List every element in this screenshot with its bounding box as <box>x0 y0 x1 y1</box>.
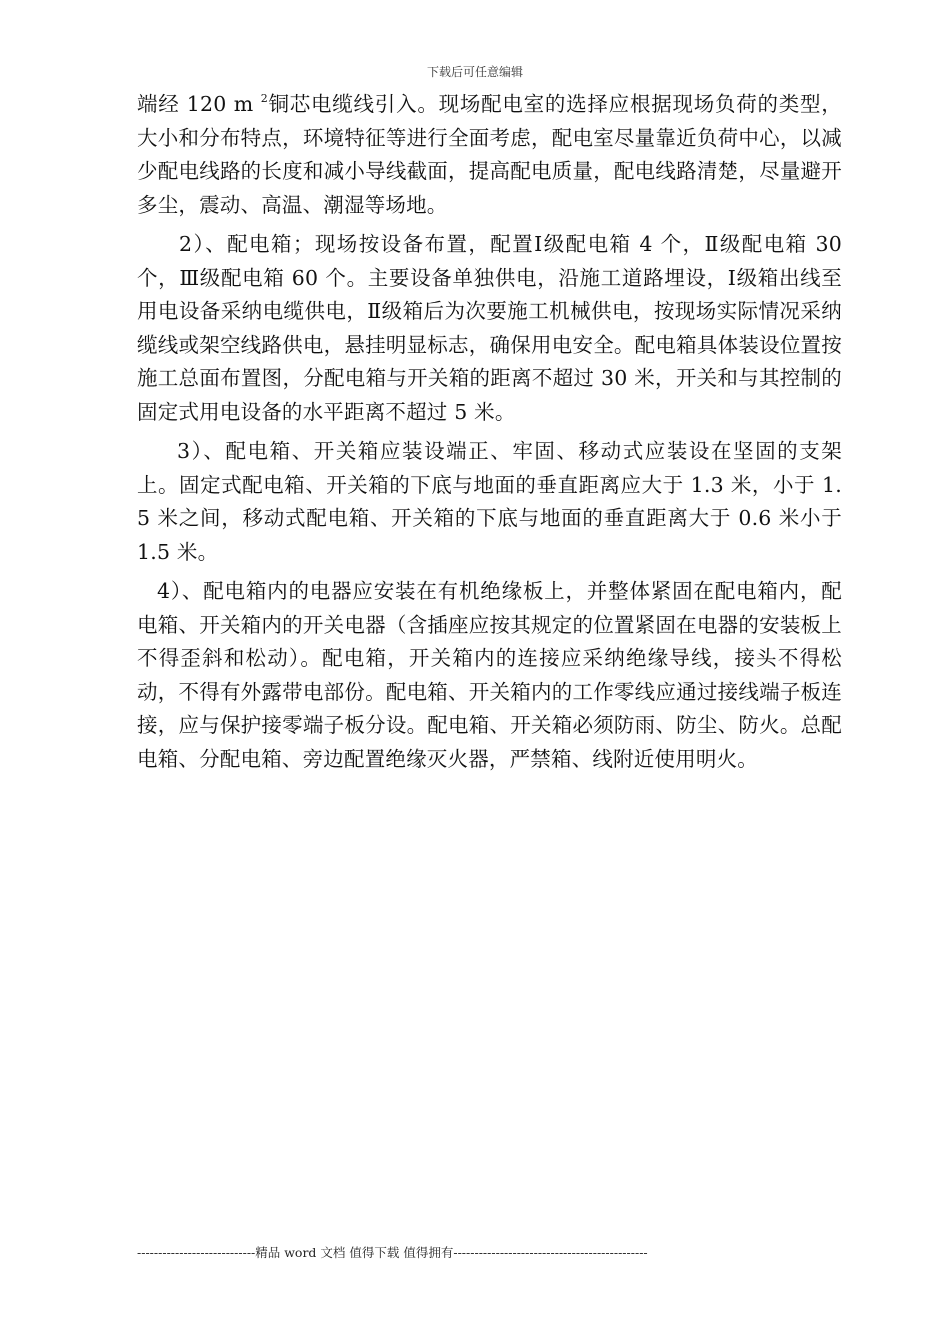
document-body <box>137 88 842 782</box>
paragraph-1 <box>137 88 842 222</box>
page-footer: ----------------------------精品 word 文档 值得下载 值得拥有---------------------------------------------- <box>137 1245 648 1260</box>
paragraph-1-start: 端经 120 m <box>137 92 261 116</box>
paragraph-3: 3）、配电箱、开关箱应装设端正、牢固、移动式应装设在坚固的支架上。固定式配电箱、开关箱的下底与地面的垂直距离应大于 1.3 米，小于 1.5 米之间，移动式配电箱、开关箱的下底与地面的垂直距离大于 0.6 米小于 1.5 米。 <box>137 439 842 564</box>
paragraph-1-rest: 铜芯电缆线引入。现场配电室的选择应根据现场负荷的类型，大小和分布特点，环境特征等进行全面考虑，配电室尽量靠近负荷中心，以减少配电线路的长度和减小导线截面，提高配电质量，配电线路清楚，尽量避开多尘，震动、高温、潮湿等场地。 <box>137 92 842 217</box>
paragraph-4: 4）、配电箱内的电器应安装在有机绝缘板上，并整体紧固在配电箱内，配电箱、开关箱内的开关电器（含插座应按其规定的位置紧固在电器的安装板上不得歪斜和松动）。配电箱，开关箱内的连接应采纳绝缘导线，接头不得松动，不得有外露带电部份。配电箱、开关箱内的工作零线应通过接线端子板连接，应与保护接零端子板分设。配电箱、开关箱必须防雨、防尘、防火。总配电箱、分配电箱、旁边配置绝缘灭火器，严禁箱、线附近使用明火。 <box>137 579 842 771</box>
paragraph-2: 2）、配电箱；现场按设备布置，配置Ⅰ级配电箱 4 个，Ⅱ级配电箱 30 个，Ⅲ级配电箱 60 个。主要设备单独供电，沿施工道路埋设，Ⅰ级箱出线至用电设备采纳电缆供电，Ⅱ级箱后为次要施工机械供电，按现场实际情况采纳缆线或架空线路供电，悬挂明显标志，确保用电安全。配电箱具体装设位置按施工总面布置图，分配电箱与开关箱的距离不超过 30 米，开关和与其控制的固定式用电设备的水平距离不超过 5 米。 <box>137 232 842 424</box>
superscript-2: 2 <box>260 92 268 105</box>
page-header: 下载后可任意编辑 <box>426 65 523 79</box>
